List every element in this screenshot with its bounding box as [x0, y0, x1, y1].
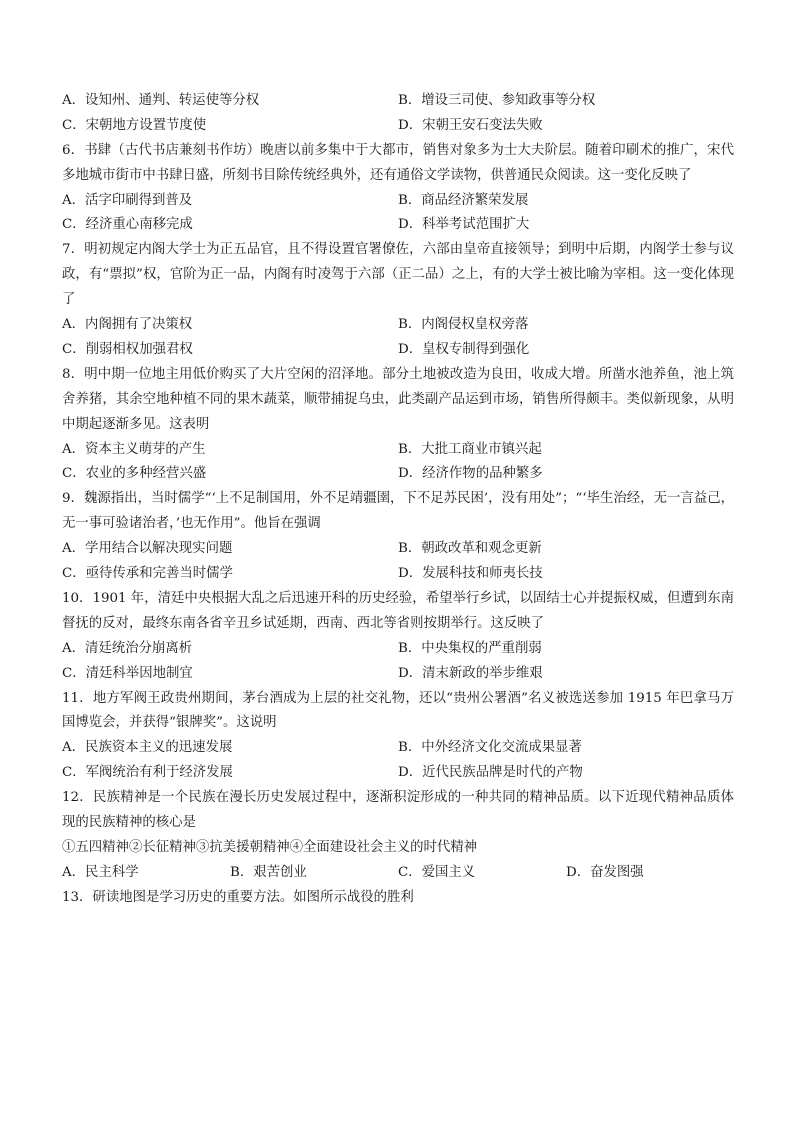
question-6-options-row-1: [62, 189, 734, 214]
option-c[interactable]: C．经济重心南移完成: [62, 217, 193, 233]
option-c[interactable]: C．削弱相权加强君权: [62, 341, 193, 357]
option-d[interactable]: D．清末新政的举步维艰: [398, 665, 543, 681]
option-a[interactable]: A．民主科学: [62, 864, 139, 880]
option-b[interactable]: B．艰苦创业: [230, 864, 307, 880]
question-10-stem: 10．1901 年，清廷中央根据大乱之后迅速开科的历史经验，希望举行乡试，以固结士心并提振权威，但遭到东南督抚的反对，最终东南各省辛丑乡试延期，西南、西北等省则按期举行。这反映了: [62, 590, 734, 631]
question-11-options-row-1: [62, 736, 734, 761]
option-a[interactable]: A．民族资本主义的迅速发展: [62, 740, 233, 756]
question-9-options-row-2: [62, 562, 734, 587]
question-8-options-row-2: [62, 462, 734, 487]
question-13-stem: 13．研读地图是学习历史的重要方法。如图所示战役的胜利: [62, 889, 414, 905]
question-9-options-row-1: [62, 537, 734, 562]
option-d[interactable]: D．发展科技和师夷长技: [398, 566, 543, 582]
option-a[interactable]: A．活字印刷得到普及: [62, 192, 193, 208]
question-6-options-row-2: [62, 213, 734, 238]
option-a[interactable]: A．清廷统治分崩离析: [62, 640, 193, 656]
question-6-stem: 6．书肆（古代书店兼刻书作坊）晚唐以前多集中于大都市，销售对象多为士大夫阶层。随着印刷术的推广，宋代多地城市街市中书肆日盛，所刻书目除传统经典外，还有通俗文学读物，供普通民众阅读。这一变化反映了: [62, 142, 734, 183]
option-c[interactable]: C．爱国主义: [398, 864, 476, 880]
option-a[interactable]: A．设知州、通判、转运使等分权: [62, 93, 260, 108]
exam-page: [62, 89, 734, 911]
option-b[interactable]: B．中央集权的严重削弱: [398, 640, 542, 656]
question-10-options-row-1: [62, 637, 734, 662]
option-a[interactable]: A．资本主义萌芽的产生: [62, 441, 206, 457]
question-9-stem: 9．魏源指出，当时儒学“‘上不足制国用，外不足靖疆圉，下不足苏民困’，没有用处”；“‘毕生治经，无一言益己，无一事可验诸治者，’也无作用”。他旨在强调: [62, 491, 734, 532]
option-b[interactable]: B．商品经济繁荣发展: [398, 192, 529, 208]
option-d[interactable]: D．科举考试范围扩大: [398, 217, 530, 233]
option-c[interactable]: C．宋朝地方设置节度使: [62, 117, 207, 133]
option-d[interactable]: D．皇权专制得到强化: [398, 341, 530, 357]
option-b[interactable]: B．朝政改革和观念更新: [398, 541, 542, 557]
option-a[interactable]: A．学用结合以解决现实问题: [62, 541, 233, 557]
question-11-options-row-2: [62, 761, 734, 786]
question-8-stem: 8．明中期一位地主用低价购买了大片空闲的沼泽地。部分土地被改造为良田，收成大增。所凿水池养鱼，池上筑舍养猪，其余空地种植不同的果木蔬菜，顺带捕捉乌虫，此类副产品运到市场，销售所得颇丰。类似新现象，从明中期起逐渐多见。这表明: [62, 366, 734, 432]
option-b[interactable]: B．增设三司使、参知政事等分权: [398, 93, 596, 108]
question-12-options: [62, 861, 734, 886]
question-7-options-row-1: [62, 313, 734, 338]
question-5-options-row-2: [62, 114, 734, 139]
question-7-stem: 7．明初规定内阁大学士为正五品官，且不得设置官署僚佐，六部由皇帝直接领导；到明中后期，内阁学士参与议政，有“票拟”权，官阶为正一品，内阁有时凌驾于六部（正二品）之上，有的大学士被比喻为宰相。这一变化体现了: [62, 242, 734, 308]
option-b[interactable]: B．中外经济文化交流成果显著: [398, 740, 582, 756]
option-d[interactable]: D．奋发图强: [566, 864, 644, 880]
option-b[interactable]: B．内阁侵权皇权旁落: [398, 317, 529, 333]
question-10-options-row-2: [62, 662, 734, 687]
question-8-options-row-1: [62, 438, 734, 463]
option-b[interactable]: B．大批工商业市镇兴起: [398, 441, 542, 457]
option-c[interactable]: C．农业的多种经营兴盛: [62, 466, 207, 482]
question-12-stem: 12．民族精神是一个民族在漫长历史发展过程中，逐渐积淀形成的一种共同的精神品质。以下近现代精神品质体现的民族精神的核心是: [62, 790, 734, 831]
option-d[interactable]: D．近代民族品牌是时代的产物: [398, 765, 583, 781]
question-12-list: ①五四精神②长征精神③抗美援朝精神④全面建设社会主义的时代精神: [62, 839, 478, 855]
option-d[interactable]: D．经济作物的品种繁多: [398, 466, 543, 482]
question-5-options-row-1: [62, 89, 734, 114]
option-d[interactable]: D．宋朝王安石变法失败: [398, 117, 543, 133]
question-11-stem: 11．地方军阀王政贵州期间，茅台酒成为上层的社交礼物，还以“贵州公署酒”名义被选送参加 1915 年巴拿马万国博览会，并获得“银牌奖”。这说明: [62, 690, 734, 731]
option-a[interactable]: A．内阁拥有了决策权: [62, 317, 193, 333]
option-c[interactable]: C．清廷科举因地制宜: [62, 665, 193, 681]
question-7-options-row-2: [62, 338, 734, 363]
option-c[interactable]: C．军阀统治有利于经济发展: [62, 765, 233, 781]
option-c[interactable]: C．亟待传承和完善当时儒学: [62, 566, 233, 582]
